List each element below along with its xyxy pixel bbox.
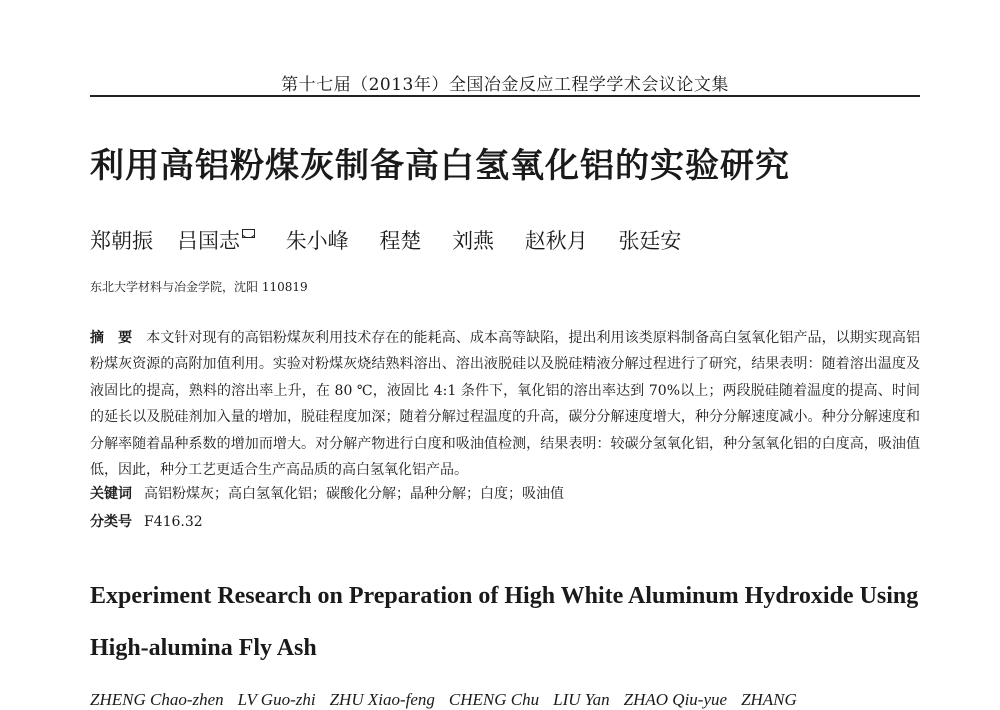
- author-name: 郑朝振: [90, 229, 153, 253]
- envelope-icon: [242, 229, 255, 238]
- english-author-name: ZHU Xiao-feng: [329, 690, 435, 709]
- english-author-name: ZHAO Qiu-yue: [623, 690, 728, 709]
- english-author-name: CHENG Chu: [448, 690, 540, 709]
- author-name: 赵秋月: [524, 229, 588, 253]
- english-author-name: LV Guo-zhi: [237, 690, 316, 709]
- english-author-name: ZHENG Chao-zhen: [90, 690, 224, 709]
- author-name: 刘燕: [452, 229, 495, 253]
- corresponding-author-name: 吕国志: [177, 229, 240, 253]
- english-author-name: ZHANG: [741, 690, 797, 709]
- abstract-text: 本文针对现有的高铝粉煤灰利用技术存在的能耗高、成本高等缺陷，提出利用该类原料制备高白氢氧化铝产品，以期实现高铝粉煤灰资源的高附加值利用。实验对粉煤灰烧结熟料溶出、溶出液脱硅以及脱硅精液分解过程进行了研究，结果表明：随着溶出温度及液固比的提高，熟料的溶出率上升，在 80 ℃，液固比 4:1 条件下，氧化铝的溶出率达到 70%以上；两段脱硅随着温度的提高、时间的延长以及脱硅剂加入量的增加，脱硅程度加深；随着分解过程温度的升高，碳分分解速度增大，种分分解速度减小。种分分解速度和分解率随着晶种系数的增加而增大。对分解产物进行白度和吸油值检测，结果表明：较碳分氢氧化铝，种分氢氧化铝的白度高，吸油值低，因此，种分工艺更适合生产高品质的高白氢氧化铝产品。: [90, 330, 921, 479]
- paper-title: 利用高铝粉煤灰制备高白氢氧化铝的实验研究: [90, 146, 790, 186]
- author-list: [90, 225, 920, 255]
- keywords-label: 关键词: [90, 486, 132, 502]
- header-rule: [90, 95, 920, 97]
- abstract: [90, 325, 920, 483]
- author-name: 朱小峰: [285, 229, 349, 253]
- keywords-text: 高铝粉煤灰；高白氢氧化铝；碳酸化分解；晶种分解；白度；吸油值: [144, 486, 564, 502]
- english-title: Experiment Research on Preparation of High White Aluminum Hydroxide Using High-alumina Fly Ash: [90, 583, 919, 661]
- affiliation: 东北大学材料与冶金学院，沈阳 110819: [90, 280, 308, 294]
- author-name: 张廷安: [618, 229, 682, 253]
- abstract-label: 摘 要: [90, 330, 133, 346]
- english-author-name: LIU Yan: [553, 690, 610, 709]
- author-name: 程楚: [379, 229, 422, 253]
- classification-number: [90, 511, 920, 531]
- keywords: [90, 483, 920, 503]
- english-author-list: [90, 690, 920, 710]
- running-head: 第十七届（2013年）全国冶金反应工程学学术会议论文集: [281, 75, 729, 95]
- classification-text: F416.32: [144, 514, 203, 530]
- classification-label: 分类号: [90, 514, 132, 530]
